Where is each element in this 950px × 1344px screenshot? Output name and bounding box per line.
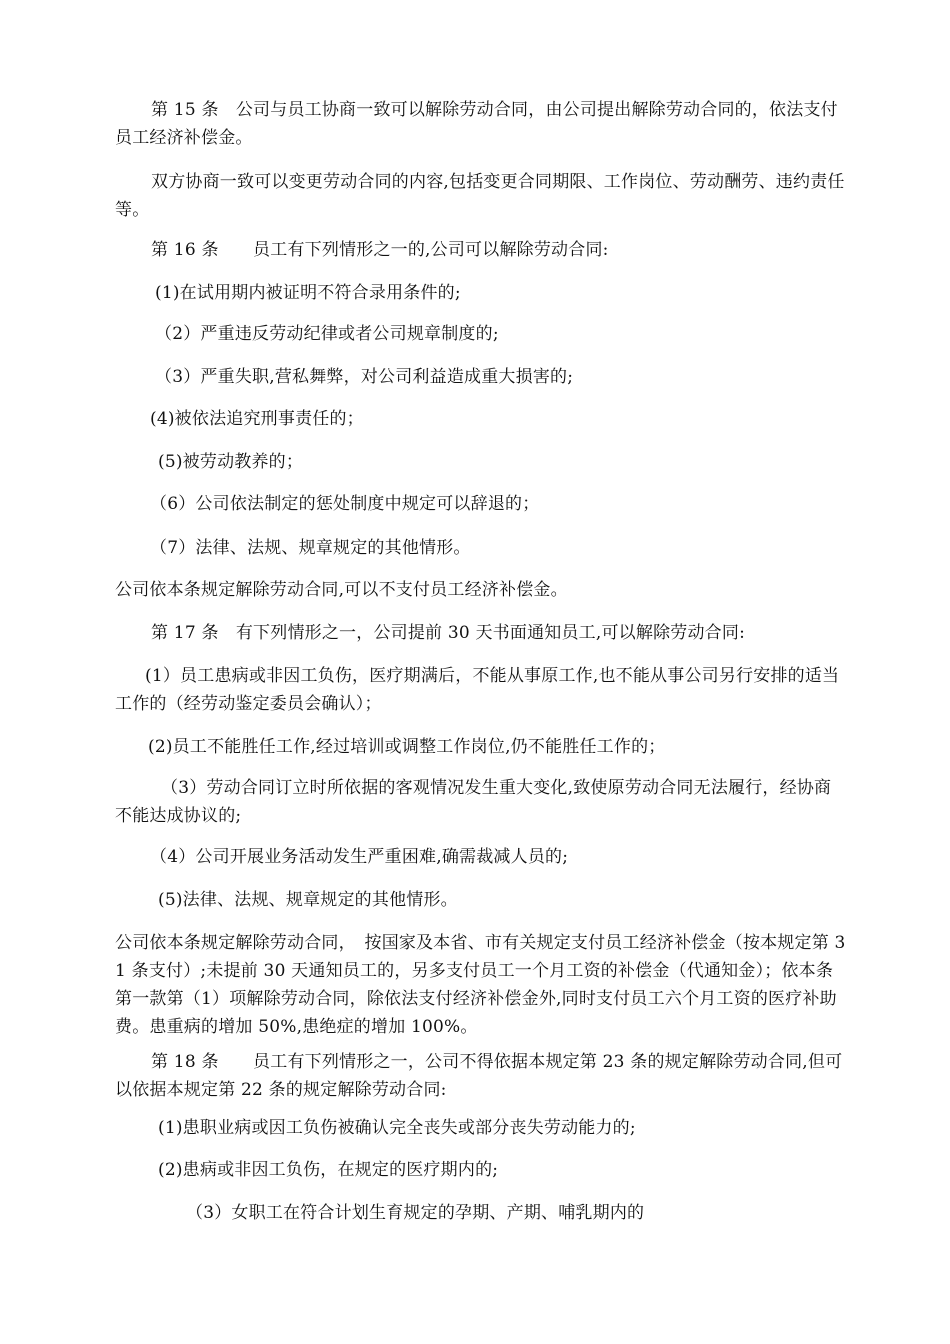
article-17-heading: 第 17 条 有下列情形之一，公司提前 30 天书面通知员工,可以解除劳动合同:	[151, 623, 746, 643]
article-16-item-2: （2）严重违反劳动纪律或者公司规章制度的;	[155, 324, 499, 344]
article-17-item-4: （4）公司开展业务活动发生严重困难,确需裁减人员的;	[150, 847, 569, 867]
article-16-item-1: (1)在试用期内被证明不符合录用条件的;	[155, 283, 461, 303]
article-16-item-5: (5)被劳动教养的；	[158, 452, 304, 472]
article-16-item-6: （6）公司依法制定的惩处制度中规定可以辞退的；	[150, 494, 540, 514]
article-16-heading: 第 16 条 员工有下列情形之一的,公司可以解除劳动合同:	[151, 240, 609, 260]
article-15-paragraph: 第 15 条 公司与员工协商一致可以解除劳动合同，由公司提出解除劳动合同的，依法支付员工经济补偿金。	[115, 100, 838, 148]
article-17-conclusion: 公司依本条规定解除劳动合同， 按国家及本省、市有关规定支付员工经济补偿金（按本规定第 31 条支付）;未提前 30 天通知员工的，另多支付员工一个月工资的补偿金（代通知金）；依本条第一款第（1）项解除劳动合同，除依法支付经济补偿金外,同时支付员工六个月工资的医疗补助费。患重病的增加 50%,患绝症的增加 100%。	[115, 933, 846, 1037]
article-16-item-3: （3）严重失职,营私舞弊，对公司利益造成重大损害的;	[155, 367, 574, 387]
article-18-item-1: (1)患职业病或因工负伤被确认完全丧失或部分丧失劳动能力的;	[158, 1118, 636, 1138]
article-16-conclusion: 公司依本条规定解除劳动合同,可以不支付员工经济补偿金。	[115, 580, 568, 600]
article-18-heading: 第 18 条 员工有下列情形之一，公司不得依据本规定第 23 条的规定解除劳动合同,但可以依据本规定第 22 条的规定解除劳动合同:	[115, 1052, 843, 1100]
article-17-item-3: （3）劳动合同订立时所依据的客观情况发生重大变化,致使原劳动合同无法履行，经协商不能达成协议的;	[115, 778, 832, 826]
article-17-item-2: (2)员工不能胜任工作,经过培训或调整工作岗位,仍不能胜任工作的；	[148, 737, 666, 757]
article-16-item-7: （7）法律、法规、规章规定的其他情形。	[150, 538, 471, 558]
contract-change-paragraph: 双方协商一致可以变更劳动合同的内容,包括变更合同期限、工作岗位、劳动酬劳、违约责任等。	[115, 172, 845, 220]
article-17-item-5: (5)法律、法规、规章规定的其他情形。	[158, 890, 458, 910]
article-18-item-3: （3）女职工在符合计划生育规定的孕期、产期、哺乳期内的	[186, 1203, 645, 1223]
article-16-item-4: (4)被依法追究刑事责任的；	[150, 409, 364, 429]
article-17-item-1: (1）员工患病或非因工负伤，医疗期满后，不能从事原工作,也不能从事公司另行安排的适当工作的（经劳动鉴定委员会确认）；	[115, 666, 840, 714]
article-18-item-2: (2)患病或非因工负伤，在规定的医疗期内的;	[158, 1160, 499, 1180]
